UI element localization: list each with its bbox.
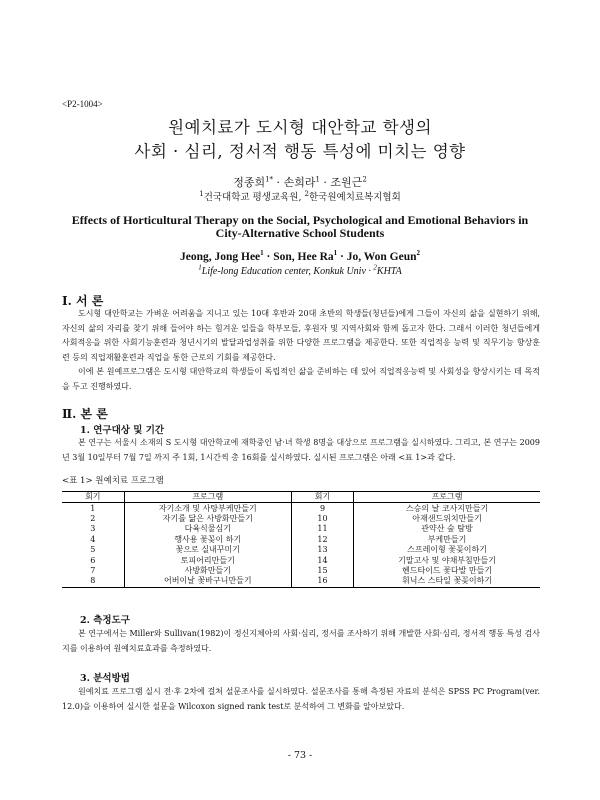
table-row	[62, 566, 540, 576]
session-cell: 12	[291, 535, 353, 545]
subsection-2-heading: 2. 측정도구	[80, 615, 130, 626]
affiliation-1: 건국대학교 평생교육원,	[203, 192, 305, 203]
affiliation-2-en-mark: 2	[373, 263, 377, 272]
subsection-3-body	[62, 685, 540, 714]
introduction-body	[62, 307, 540, 394]
english-authors	[0, 251, 600, 263]
session-cell: 13	[291, 545, 353, 555]
affiliation-2-en: KHTA	[376, 266, 402, 277]
author-1-en: Jeong, Jong Hee	[179, 251, 261, 263]
english-affiliations	[0, 263, 600, 277]
affiliation-2: 한국원예치료복지협회	[309, 192, 401, 203]
author-1-en-mark: 1	[260, 249, 264, 258]
affiliation-2-mark: 2	[304, 189, 309, 198]
author-separator: ·	[273, 176, 284, 189]
author-separator: ·	[263, 251, 274, 263]
session-cell: 11	[291, 524, 353, 534]
table-header-session: 회기	[291, 492, 353, 503]
program-cell: 아재샌드위치만들기	[412, 513, 482, 523]
korean-affiliations	[0, 189, 600, 203]
session-cell: 10	[291, 514, 353, 524]
program-cell: 사방화만들기	[124, 566, 291, 576]
author-1: 정종희	[233, 176, 266, 189]
author-3: 조원근	[330, 176, 363, 189]
session-cell: 5	[62, 545, 124, 555]
table-caption: <표 1> 원예치료 프로그램	[62, 476, 164, 486]
session-cell: 1	[62, 503, 124, 514]
program-cell: 꽃으로 실내꾸미기	[124, 545, 291, 555]
program-cell: 기말고사 및 야채부침만들기	[398, 555, 496, 565]
subsection-1-heading: 1. 연구대상 및 기간	[80, 425, 165, 436]
author-3-en: Jo, Won Geun	[346, 251, 417, 263]
author-2: 손희라	[283, 176, 316, 189]
author-2-en: Son, Hee Ra	[273, 251, 334, 263]
table-row	[62, 545, 540, 555]
session-cell: 8	[62, 576, 124, 587]
author-1-mark: 1*	[265, 175, 274, 184]
subsection-3-heading: 3. 분석방법	[80, 673, 130, 684]
introduction-heading: Ⅰ. 서 론	[62, 294, 104, 308]
paper-code: <P2-1004>	[62, 99, 103, 109]
session-cell: 15	[291, 566, 353, 576]
korean-authors	[0, 174, 600, 190]
subsection-2-paragraph: 본 연구에서는 Miller와 Sullivan(1982)이 정신지체아의 사회·심리, 정서를 조사하기 위해 개발한 사회·심리, 정서적 행동 특성 검사지를 이용하여 원예치료효과를 측정하였다.	[62, 629, 540, 653]
page-number: - 73 -	[287, 750, 313, 761]
body-heading: Ⅱ. 본 론	[62, 407, 108, 421]
session-cell: 7	[62, 566, 124, 576]
author-3-mark: 2	[362, 175, 367, 184]
session-cell: 3	[62, 524, 124, 534]
session-cell: 9	[291, 503, 353, 514]
table-header-program: 프로그램	[354, 492, 540, 503]
session-cell: 6	[62, 555, 124, 565]
introduction-paragraph-1: 도시형 대안학교는 가벼운 어려움을 지니고 있는 10대 후반과 20대 초반의 학생들(청년들)에게 그들이 자신의 삶을 실현하기 위해, 자신의 삶의 자리를 찾기 위해 들어야 하는 힘겨운 일들을 학부모들, 후원자 및 지역사회와 함께 돕고자 한다. 그래서 이러한 청년들에게 사회적응을 위한 사회기능훈련과 청년시기의 발달과업성취를 위한 다양한 프로그램을 제공한다. 또한 직업적응 능력 및 직무기능 향상훈련 등의 직업재활훈련과 직업을 통한 근로의 기회를 제공한다.	[62, 309, 540, 362]
program-cell: 스승의 날 코사지만들기	[405, 503, 489, 513]
table-row	[62, 555, 540, 565]
table-row	[62, 576, 540, 587]
table-row	[62, 514, 540, 524]
author-separator: ·	[319, 176, 331, 189]
author-2-mark: 1	[315, 175, 320, 184]
program-cell: 부케만들기	[427, 534, 467, 544]
program-cell: 헨드타이드 꽃다발 만들기	[401, 565, 493, 575]
session-cell: 4	[62, 535, 124, 545]
program-cell: 어버이날 꽃바구니만들기	[124, 576, 291, 587]
table-row	[62, 535, 540, 545]
program-cell: 행사용 꽃꽂이 하기	[124, 535, 291, 545]
table-row	[62, 524, 540, 534]
affiliation-1-mark: 1	[199, 189, 204, 198]
author-separator: ·	[337, 251, 347, 263]
program-cell: 휘닉스 스타일 꽃꽂이하기	[354, 576, 540, 587]
introduction-paragraph-2: 이에 본 원예프로그램은 도시형 대안학교의 학생들이 독립적인 삶을 준비하는 데 있어 직업적응능력 및 사회성을 향상시키는 데 목적을 두고 진행하였다.	[62, 367, 540, 391]
subsection-2-body	[62, 627, 540, 656]
program-cell: 자기소개 및 사탕부케만들기	[124, 503, 291, 514]
korean-title-line-2: 사회 · 심리, 정서적 행동 특성에 미치는 영향	[134, 142, 466, 161]
author-3-en-mark: 2	[416, 249, 421, 258]
affiliation-1-en-mark: 1	[198, 263, 202, 272]
subsection-1-paragraph: 본 연구는 서울시 소재의 S 도시형 대안학교에 재학중인 남·녀 학생 8명을 대상으로 프로그램을 실시하였다. 그리고, 본 연구는 2009년 3월 10일부터 7월 7일 까지 주 1회, 1시간씩 총 16회를 실시하였다. 실시된 프로그램은 아래 <표 1>과 같다.	[62, 438, 540, 462]
session-cell: 2	[62, 514, 124, 524]
table-header-row	[62, 492, 540, 503]
affiliation-1-en: Life-long Education center, Konkuk Univ ·	[201, 266, 374, 277]
session-cell: 16	[291, 576, 353, 587]
table-header-program: 프로그램	[124, 492, 291, 503]
program-table	[62, 491, 540, 588]
session-cell: 14	[291, 555, 353, 565]
program-cell: 토피어리만들기	[124, 555, 291, 565]
table-header-session: 회기	[62, 492, 124, 503]
program-cell: 다육식물심기	[124, 524, 291, 534]
table-row	[62, 503, 540, 514]
korean-title-line-1: 원예치료가 도시형 대안학교 학생의	[168, 118, 432, 137]
author-2-en-mark: 1	[333, 249, 338, 258]
program-cell: 스프레이형 꽃꽂이하기	[407, 545, 487, 555]
subsection-1-body	[62, 436, 540, 465]
subsection-3-paragraph: 원예치료 프로그램 실시 전·후 2차에 걸쳐 설문조사를 실시하였다. 설문조사를 통해 측정된 자료의 분석은 SPSS PC Program(ver. 12.0)을 이용하여 실시한 설문을 Wilcoxon signed rank test로 분석하여 그 변화를 알아보았다.	[62, 687, 540, 711]
english-title: Effects of Horticultural Therapy on the Social, Psychological and Emotional Behaviors in City-Alternative School Students	[71, 213, 529, 240]
program-cell: 자기를 닮은 사방화만들기	[124, 514, 291, 524]
program-cell: 관약산 숲 탐방	[421, 524, 473, 534]
